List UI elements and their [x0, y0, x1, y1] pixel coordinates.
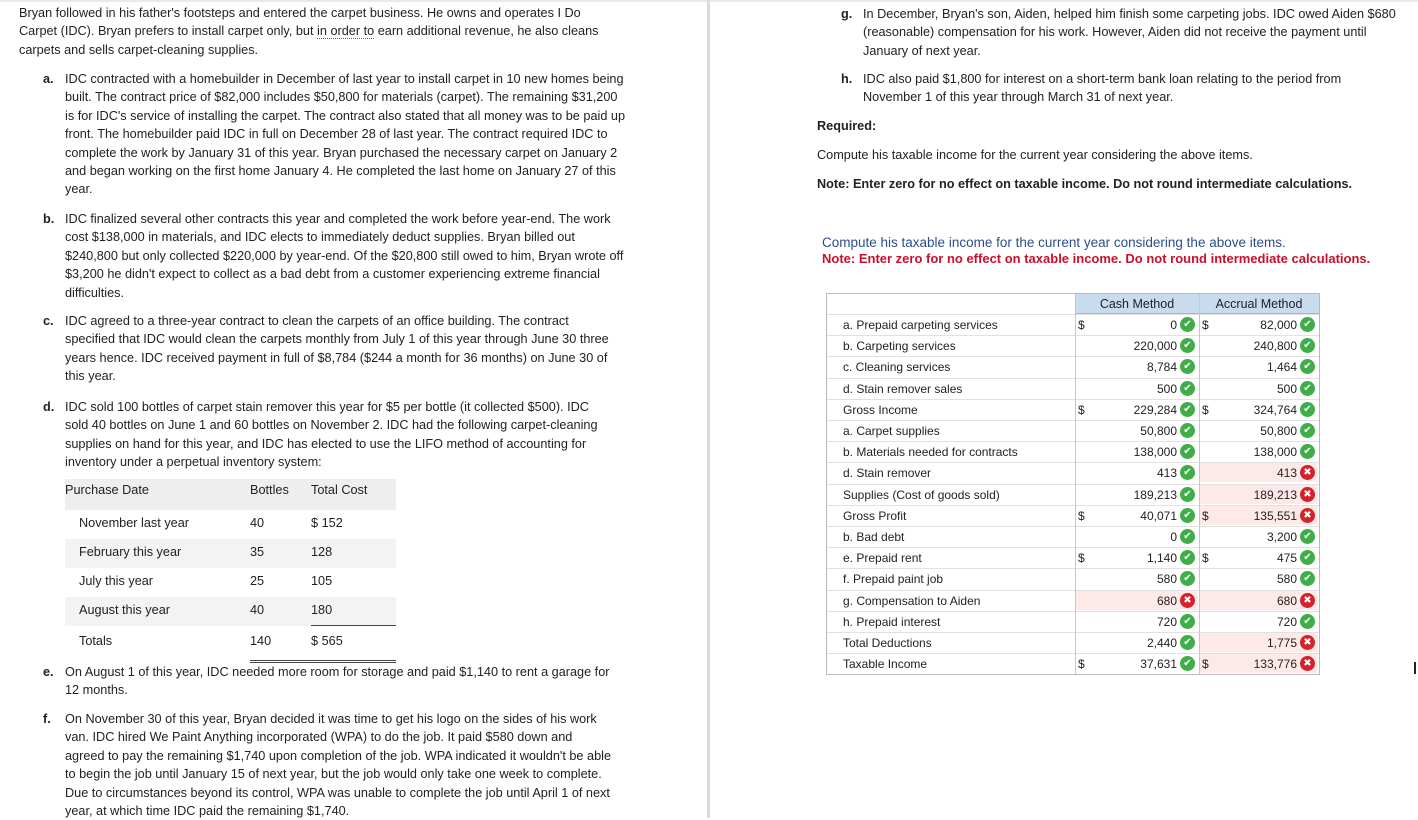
- dollar-sign: $: [1078, 657, 1085, 672]
- accrual-value: 189,213: [1253, 487, 1297, 502]
- accrual-value: 500: [1276, 381, 1297, 396]
- dollar-sign: $: [1078, 402, 1085, 417]
- cell-cost: 180: [311, 603, 333, 617]
- result-row: [827, 399, 1319, 420]
- accrual-value: 82,000: [1260, 318, 1297, 332]
- accrual-value: 240,800: [1253, 339, 1297, 354]
- cell-date: February this year: [79, 545, 182, 559]
- cash-value: 0: [1170, 530, 1177, 544]
- item-text: IDC agreed to a three-year contract to clean the carpets of an office building. The contract specified that IDC would clean the carpets monthly from July 1 of this year through June 30 three years hence. IDC received payment in full of $8,784 ($244 a month for 36 months) on June 30 of this year.: [65, 314, 609, 384]
- cash-value: 220,000: [1133, 339, 1177, 354]
- result-row: [827, 484, 1319, 505]
- problem-panel-left: [0, 0, 700, 818]
- checkmark-icon: ✔: [1180, 487, 1195, 502]
- cell-date: August this year: [79, 603, 170, 617]
- checkmark-icon: ✔: [1300, 571, 1315, 586]
- item-e: [43, 663, 625, 700]
- cash-value: 580: [1156, 572, 1177, 587]
- checkmark-icon: ✔: [1180, 508, 1195, 523]
- row-label: a. Carpet supplies: [843, 424, 940, 438]
- checkmark-icon: ✔: [1300, 402, 1315, 417]
- item-b: [43, 210, 625, 302]
- cash-value: 8,784: [1146, 360, 1177, 375]
- cell-date: November last year: [79, 516, 189, 530]
- dollar-sign: $: [1078, 508, 1085, 523]
- row-label: f. Prepaid paint job: [843, 572, 944, 587]
- row-label: c. Cleaning services: [843, 360, 951, 375]
- item-g: [841, 5, 1413, 60]
- item-text: IDC finalized several other contracts this year and completed the work before year-end. The work cost $138,000 in materials, and IDC elects to immediately deduct supplies. Bryan billed out $240,800 but only collected $220,000 by year-end. Of the $20,800 still owed to him, Bryan wrote off $3,200 he didn't expect to collect as a bad debt from a customer experiencing extreme financial difficulties.: [65, 212, 624, 300]
- cash-value: 229,284: [1133, 402, 1177, 417]
- header-cash-method: Cash Method: [1075, 294, 1199, 314]
- dollar-sign: $: [1078, 318, 1085, 332]
- column-divider: [1199, 294, 1200, 674]
- x-mark-icon: ✖: [1300, 508, 1315, 523]
- column-divider: [1075, 294, 1076, 674]
- result-row: [827, 314, 1319, 335]
- x-mark-icon: ✖: [1300, 465, 1315, 480]
- accrual-value: 138,000: [1253, 445, 1297, 460]
- checkmark-icon: ✔: [1300, 381, 1315, 396]
- accrual-value: 133,776: [1253, 657, 1297, 672]
- cell-bottles: 25: [250, 574, 265, 588]
- row-label: Gross Income: [843, 402, 918, 417]
- checkmark-icon: ✔: [1180, 529, 1195, 544]
- x-mark-icon: ✖: [1180, 593, 1195, 608]
- cash-value: 40,071: [1140, 508, 1177, 523]
- dollar-sign: $: [1202, 508, 1209, 523]
- row-label: e. Prepaid rent: [843, 551, 922, 566]
- result-row: [827, 590, 1319, 611]
- row-label: Supplies (Cost of goods sold): [843, 487, 1000, 502]
- item-text: On November 30 of this year, Bryan decided it was time to get his logo on the sides of his work van. IDC hired We Paint Anything incorporated (WPA) to do the job. It paid $580 down and agreed to pay the remaining $1,740 upon completion of the job. WPA indicated it wouldn't be able to begin the job until January 15 of next year, but the job would only take one week to complete. Due to circumstances beyond its control, WPA was unable to complete the job until April 1 of next year, at which time IDC paid the remaining $1,740.: [65, 712, 611, 819]
- item-a: [43, 70, 626, 199]
- x-mark-icon: ✖: [1300, 635, 1315, 650]
- required-label: Required:: [817, 119, 877, 133]
- accrual-value: 680: [1276, 593, 1297, 608]
- dollar-sign: $: [1078, 551, 1085, 566]
- result-row: [827, 356, 1319, 377]
- cash-value: 189,213: [1133, 487, 1177, 502]
- intro-paragraph: [19, 4, 619, 59]
- result-row: [827, 547, 1319, 568]
- result-row: [827, 420, 1319, 441]
- row-label: g. Compensation to Aiden: [843, 593, 981, 608]
- result-row: [827, 653, 1319, 674]
- intro-text-end: earn additional revenue, he also cleans carpets and sells carpet-cleaning supplies.: [19, 24, 599, 57]
- accrual-value: 475: [1276, 551, 1297, 566]
- item-letter: c.: [43, 314, 54, 328]
- required-text: Compute his taxable income for the current year considering the above items.: [817, 148, 1253, 162]
- item-text: IDC also paid $1,800 for interest on a short-term bank loan relating to the period from November 1 of this year through March 31 of next year.: [863, 72, 1342, 105]
- checkmark-icon: ✔: [1180, 423, 1195, 438]
- question-note: Note: Enter zero for no effect on taxable income. Do not round intermediate calculations.: [822, 251, 1371, 266]
- item-c: [43, 312, 620, 386]
- note-text: Note: Enter zero for no effect on taxable income. Do not round intermediate calculations.: [817, 177, 1353, 191]
- accrual-value: 50,800: [1260, 424, 1297, 438]
- checkmark-icon: ✔: [1180, 317, 1195, 332]
- checkmark-icon: ✔: [1180, 402, 1195, 417]
- item-letter: d.: [43, 400, 55, 414]
- checkmark-icon: ✔: [1300, 338, 1315, 353]
- x-mark-icon: ✖: [1300, 487, 1315, 502]
- cash-value: 138,000: [1133, 445, 1177, 460]
- double-rule: [250, 660, 396, 661]
- checkmark-icon: ✔: [1300, 529, 1315, 544]
- question-text: Compute his taxable income for the current year considering the above items.: [822, 235, 1286, 250]
- checkmark-icon: ✔: [1180, 338, 1195, 353]
- checkmark-icon: ✔: [1180, 656, 1195, 671]
- cell-cost: 105: [311, 574, 333, 588]
- cash-value: 413: [1156, 466, 1177, 481]
- table-row: [65, 539, 396, 568]
- table-row: [65, 510, 396, 539]
- checkmark-icon: ✔: [1300, 423, 1315, 438]
- glossary-link[interactable]: in order to: [317, 24, 375, 39]
- row-label: b. Bad debt: [843, 530, 905, 544]
- checkmark-icon: ✔: [1300, 444, 1315, 459]
- cell-bottles: 40: [250, 516, 265, 530]
- row-label: d. Stain remover sales: [843, 381, 963, 396]
- dollar-sign: $: [1202, 402, 1209, 417]
- accrual-value: 413: [1276, 466, 1297, 481]
- item-letter: f.: [43, 712, 51, 726]
- result-row: [827, 526, 1319, 547]
- cell-cost: $ 152: [311, 516, 343, 530]
- cell-date: July this year: [79, 574, 154, 588]
- accrual-value: 720: [1276, 614, 1297, 629]
- item-h: [841, 70, 1403, 107]
- cash-value: 50,800: [1140, 424, 1177, 438]
- sum-rule: [311, 625, 396, 626]
- checkmark-icon: ✔: [1180, 444, 1195, 459]
- item-letter: g.: [841, 7, 853, 21]
- row-label: Taxable Income: [843, 657, 928, 672]
- cash-value: 500: [1156, 381, 1177, 396]
- result-row: [827, 611, 1319, 632]
- table-row-totals: [65, 628, 396, 657]
- row-label: h. Prepaid interest: [843, 614, 941, 629]
- cash-value: 2,440: [1146, 636, 1177, 650]
- dollar-sign: $: [1202, 318, 1209, 332]
- item-text: IDC contracted with a homebuilder in December of last year to install carpet in 10 new homes being built. The contract price of $82,000 includes $50,800 for materials (carpet). The remaining $31,200 is for IDC's service of installing the carpet. The contract also stated that all money was to be paid up front. The homebuilder paid IDC in full on December 28 of last year. The contract required IDC to complete the work by January 31 of this year. Bryan purchased the necessary carpet on January 2 and began working on the first home January 4. He completed the last home on January 27 of this year.: [65, 72, 626, 197]
- item-text: IDC sold 100 bottles of carpet stain remover this year for $5 per bottle (it collected $500). IDC sold 40 bottles on June 1 and 60 bottles on November 2. IDC had the following carpet-cleaning supplies on hand for this year, and IDC has elected to use the LIFO method of accounting for inventory under a perpetual inventory system:: [65, 400, 598, 470]
- cash-value: 1,140: [1146, 551, 1177, 566]
- header-accrual-method: Accrual Method: [1199, 294, 1319, 314]
- header-purchase-date: Purchase Date: [65, 483, 149, 497]
- result-row: [827, 505, 1319, 526]
- result-row: [827, 378, 1319, 399]
- cash-value: 720: [1156, 614, 1177, 629]
- item-letter: b.: [43, 212, 55, 226]
- item-text: In December, Bryan's son, Aiden, helped him finish some carpeting jobs. IDC owed Aiden $680 (reasonable) compensation for his work. However, Aiden did not receive the payment until January of next year.: [863, 7, 1396, 58]
- item-text: On August 1 of this year, IDC needed more room for storage and paid $1,140 to rent a garage for 12 months.: [65, 665, 610, 698]
- x-mark-icon: ✖: [1300, 656, 1315, 671]
- row-label: Total Deductions: [843, 636, 932, 650]
- item-letter: e.: [43, 665, 54, 679]
- row-label: b. Materials needed for contracts: [843, 445, 1018, 460]
- row-label: b. Carpeting services: [843, 339, 956, 354]
- checkmark-icon: ✔: [1180, 381, 1195, 396]
- checkmark-icon: ✔: [1300, 359, 1315, 374]
- checkmark-icon: ✔: [1300, 614, 1315, 629]
- cell-bottles: 35: [250, 545, 265, 559]
- header-total-cost: Total Cost: [311, 483, 368, 497]
- cell-bottles-total: 140: [250, 634, 272, 648]
- cell-totals-label: Totals: [79, 634, 113, 648]
- item-letter: a.: [43, 72, 54, 86]
- checkmark-icon: ✔: [1180, 635, 1195, 650]
- cell-cost: 128: [311, 545, 333, 559]
- taxable-income-table: [826, 293, 1320, 675]
- cash-value: 680: [1156, 593, 1177, 608]
- checkmark-icon: ✔: [1300, 550, 1315, 565]
- x-mark-icon: ✖: [1300, 593, 1315, 608]
- table-row: [65, 597, 396, 626]
- table-row: [65, 568, 396, 597]
- cash-value: 37,631: [1140, 657, 1177, 672]
- accrual-value: 135,551: [1253, 508, 1297, 523]
- row-label: d. Stain remover: [843, 466, 932, 481]
- result-row: [827, 335, 1319, 356]
- purchase-table-header: [65, 479, 396, 510]
- result-row: [827, 441, 1319, 462]
- cell-bottles: 40: [250, 603, 265, 617]
- intro-text: Bryan followed in his father's footsteps and entered the carpet business. He owns and operates I Do Carpet (IDC). Bryan prefers to install carpet only, but: [19, 6, 581, 39]
- item-letter: h.: [841, 72, 853, 86]
- header-bottles: Bottles: [250, 483, 289, 497]
- checkmark-icon: ✔: [1180, 550, 1195, 565]
- checkmark-icon: ✔: [1180, 465, 1195, 480]
- dollar-sign: $: [1202, 657, 1209, 672]
- checkmark-icon: ✔: [1180, 614, 1195, 629]
- checkmark-icon: ✔: [1180, 359, 1195, 374]
- panel-splitter[interactable]: [707, 0, 710, 818]
- item-f: [43, 710, 613, 820]
- result-row: [827, 568, 1319, 589]
- checkmark-icon: ✔: [1180, 571, 1195, 586]
- accrual-value: 324,764: [1253, 402, 1297, 417]
- result-row: [827, 632, 1319, 653]
- row-label: Gross Profit: [843, 508, 907, 523]
- item-d: [43, 398, 613, 472]
- accrual-value: 3,200: [1266, 530, 1297, 544]
- accrual-value: 1,775: [1266, 636, 1297, 650]
- checkmark-icon: ✔: [1300, 317, 1315, 332]
- text-cursor: [1414, 662, 1416, 674]
- row-label: a. Prepaid carpeting services: [843, 318, 998, 332]
- dollar-sign: $: [1202, 551, 1209, 566]
- cell-cost-total: $ 565: [311, 634, 343, 648]
- accrual-value: 580: [1276, 572, 1297, 587]
- accrual-value: 1,464: [1266, 360, 1297, 375]
- cash-value: 0: [1170, 318, 1177, 332]
- result-row: [827, 462, 1319, 483]
